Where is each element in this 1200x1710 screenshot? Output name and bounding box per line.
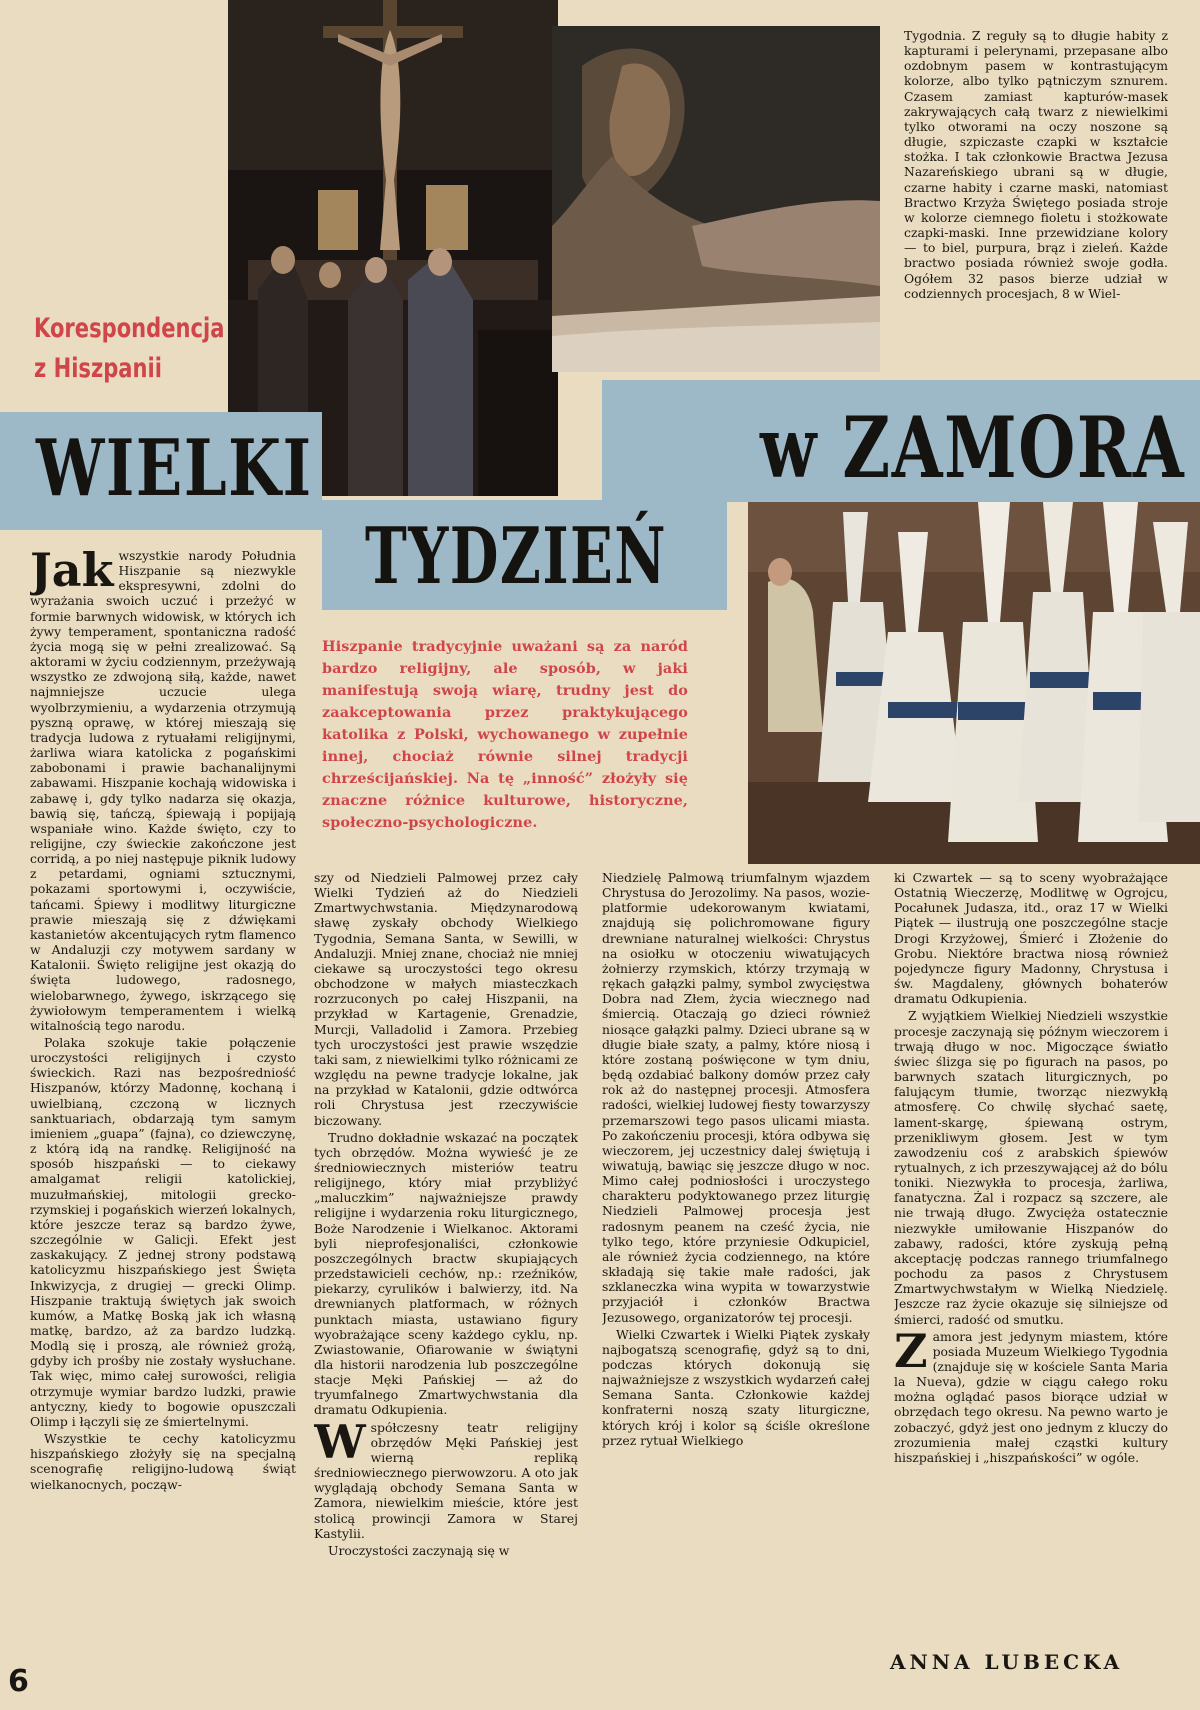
column-3-paragraph-1: Niedzielę Palmową triumfalnym wjazdem Chrystusa do Jerozolimy. Na pasos, wozie-platformie udekorowanym kwiatami, znajdują się polichromowane figury drewniane naturalnej wielkości: Chrystus na osiołku w otoczeniu wiwatujących żołnierzy rzymskich, którzy trzymają w rękach gałązki palmy, symbol zwycięstwa Dobra nad Złem, życia wiecznego nad śmiercią. Otaczają go dzieci również niosące gałązki palmy. Dzieci ubrane są w długie białe szaty, a palmy, które niosą i które zostaną poświęcone w tym dniu, będą ozdabiać balkony domów przez cały rok aż do następnej procesji. Atmosfera radości, wielkiej ludowej fiesty towarzyszy przemarszowi tego pasos ulicami miasta. Po zakończeniu procesji, która odbywa się wieczorem, jej uczestnicy dalej świętują i wiwatują, bawiąc się jeszcze długo w noc. Mimo całej podniosłości i uroczystego charakteru podyktowanego przez liturgię Niedzieli Palmowej procesja jest radosnym peanem na cześć życia, nie tylko tego, które przyniesie Odkupiciel, ale również życia codziennego, na które składają się takie małe radości, jak szklaneczka wina wypita w towarzystwie przyjaciół i członków Bractwa Jezusowego, organizatorów tej procesji. bbox=[602, 870, 870, 1325]
column-top-right-text: Tygodnia. Z reguły są to długie habity z kapturami i pelerynami, przepasane albo ozdobnym pasem w kontrastującym kolorze, albo tylko pątniczym sznurem. Czasem zamiast kapturów-masek zakrywających całą twarz z niewielkimi tylko otworami na oczy noszone są długie, szpiczaste czapki w kształcie stożka. I tak członkowie Bractwa Jezusa Nazareńskiego ubrani są w długie, czarne habity i czarne maski, natomiast Bractwo Krzyża Świętego posiada stroje w kolorze ciemnego fioletu i stożkowate czapki-maski. Inne przewidziane kolory — to biel, purpura, brąz i zieleń. Każde bractwo posiada również swoje godła. Ogółem 32 pasos bierze udział w codziennych procesjach, 8 w Wiel- bbox=[904, 28, 1168, 301]
lead-paragraph: Hiszpanie tradycyjnie uważani są za naród bardzo religijny, ale sposób, w jaki manifestują swoją wiarę, trudny jest do zaakceptowania przez praktykującego katolika z Polski, wychowanego w zupełnie innej, chociaż równie silnej tradycji chrześcijańskiej. Na tę „inność” złożyły się znaczne różnice kulturowe, historyczne, społeczno-psychologiczne. bbox=[322, 638, 688, 831]
column-4 bbox=[894, 870, 1168, 1630]
column-3 bbox=[602, 870, 870, 1670]
column-4-paragraph-1: ki Czwartek — są to sceny wyobrażające Ostatnią Wieczerzę, Modlitwę w Ogrojcu, Pocałunek Judasza, itd., oraz 17 w Wielki Piątek — ilustrują one poszczególne stacje Drogi Krzyżowej, Śmierć i Złożenie do Grobu. Niektóre bractwa niosą również pojedyncze figury Madonny, Chrystusa i św. Magdaleny, głównych bohaterów dramatu Odkupienia. bbox=[894, 870, 1168, 1007]
column-2-paragraph-3-text: spółczesny teatr religijny obrzędów Męki Pańskiej jest wierną repliką średniowiecznego pierwowzoru. A oto jak wyglądają obchody Semana Santa w Zamora, niewielkim mieście, które jest stolicą prowincji Zamora w Starej Kastylii. bbox=[314, 1419, 578, 1541]
kicker-line2: z Hiszpanii bbox=[34, 353, 162, 384]
title-word1: WIELKI bbox=[36, 423, 313, 514]
column-4-paragraph-2: Z wyjątkiem Wielkiej Niedzieli wszystkie procesje zaczynają się późnym wieczorem i trwają długo w noc. Migoczące światło świec ślizga się po figurach na pasos, po barwnych szatach liturgicznych, po falującym tłumie, tworząc niezwykłą atmosferę. Co chwilę słychać saetę, lament-skargę, śpiewaną ostrym, przenikliwym głosem. Jest w tym zawodzeniu coś z arabskich śpiewów rytualnych, z ich przeszywającej aż do bólu tonikі. Niezwykła to procesja, żarliwa, fanatyczna. Żal i rozpacz są szczere, ale nie trwają długo. Zwycięża ostatecznie niezwykłe umiłowanie Hiszpanów do zabawy, radości, które zyskują pełną akceptację podczas rannego triumfalnego pochodu za pasos z Chrystusem Zmartwychwstałym w Wielką Niedzielę. Jeszcze raz życie okazuje się silniejsze od śmierci, radość od smutku. bbox=[894, 1008, 1168, 1327]
column-4-paragraph-3-text: amora jest jedynym miastem, które posiada Muzeum Wielkiego Tygodnia (znajduje się w kościele Santa Maria la Nueva), gdzie w ciągu całego roku można oglądać pasos biorące udział w obrzędach tego okresu. Na pewno warto je zobaczyć, gdyż jest ono jednym z kluczy do zrozumienia małej cząstki kultury hiszpańskiej i „hiszpańskości” w ogóle. bbox=[894, 1328, 1168, 1465]
column-3-paragraph-2: Wielki Czwartek i Wielki Piątek zyskały najbogatszą scenografię, gdyż są to dni, podczas których dokonują się najważniejsze z wszystkich wydarzeń całej Semana Santa. Członkowie każdej konfraterni noszą szaty liturgiczne, których krój i kolor są ściśle określone przez rytuał Wielkiego bbox=[602, 1326, 870, 1448]
column-4-paragraph-3 bbox=[894, 1323, 1168, 1465]
page-number: 6 bbox=[8, 1664, 29, 1699]
column-top-right bbox=[904, 28, 1168, 368]
column-2-paragraph-1: szy od Niedzieli Palmowej przez cały Wielki Tydzień aż do Niedzieli Zmartwychwstania. Międzynarodową sławę zyskały obchody Wielkiego Tygodnia, Semana Santa, w Sewilli, w Andaluzji. Mniej znane, chociaż nie mniej ciekawe są uroczystości tego okresu obchodzone w małych miasteczkach rozrzuconych po całej Hiszpanii, na przykład w Kartagenie, Grenadzie, Murcji, Valladolid i Zamora. Przebieg tych uroczystości jest prawie wszędzie taki sam, z niewielkimi tylko różnicami ze względu na pewne tradycje lokalne, jak na przykład w Katalonii, gdzie odtwórca roli Chrystusa jest rzeczywiście biczowany. bbox=[314, 870, 578, 1128]
christ-statue-photo bbox=[552, 26, 880, 372]
dropcap-z: Z bbox=[894, 1323, 928, 1378]
title-word2: TYDZIEŃ bbox=[365, 511, 668, 602]
column-2 bbox=[314, 870, 578, 1670]
dropcap-w: W bbox=[314, 1414, 366, 1469]
column-1-paragraph-1 bbox=[30, 548, 296, 1033]
column-2-paragraph-4: Uroczystości zaczynają się w bbox=[328, 1542, 510, 1558]
kicker-line1: Korespondencja bbox=[34, 313, 225, 344]
column-1-paragraph-3: Wszystkie te cechy katolicyzmu hiszpańskiego złożyły się na specjalną scenografię religijno-ludową świąt wielkanocnych, począw- bbox=[30, 1431, 296, 1492]
title-word3: w ZAMORA bbox=[760, 398, 1186, 497]
column-1 bbox=[30, 548, 296, 1666]
column-2-paragraph-3 bbox=[314, 1414, 578, 1541]
column-1-paragraph-2: Polaka szokuje takie połączenie uroczystości religijnych i czysto świeckich. Razi nas bezpośredniość Hiszpanów, którzy Madonnę, kochaną i uwielbianą, czczoną w licznych sanktuariach, obdarzają tym samym imieniem „guapa” (fajna), co dziewczynę, z którą idą na randkę. Religijność na sposób hiszpański — to ciekawy amalgamat religii katolickiej, muzułmańskiej, mitologii grecko-rzymskiej i pogańskich wierzeń lokalnych, które jeszcze teraz są bardzo żywe, szczególnie w Galicji. Efekt jest zaskakujący. Z jednej strony podstawą katolicyzmu hiszpańskiego jest Święta Inkwizycja, z drugiej — grecki Olimp. Hiszpanie traktują świętych jak swoich kumów, a Matkę Boską jak ich własną matkę, bardzo, aż za bardzo ludzką. Modlą się i proszą, ale również grożą, gdyby ich prośby nie zostały wysłuchane. Tak więc, mimo całej surowości, religia otrzymuje wymiar bardzo ludzki, prawie antyczny, kiedy to bogowie opuszczali Olimp i łączyli się ze śmiertelnymi. bbox=[30, 1035, 296, 1429]
hooded-penitents-photo bbox=[748, 502, 1200, 864]
column-2-paragraph-2: Trudno dokładnie wskazać na początek tych obrzędów. Można wywieść je ze średniowiecznych misteriów teatru religijnego, który miał przybliżyć „maluczkim” najważniejsze prawdy religijne i wydarzenia roku liturgicznego, Boże Narodzenie i Wielkanoc. Aktorami byli nieprofesjonaliści, członkowie poszczególnych bractw skupiających przedstawicieli cechów, np.: rzeźników, piekarzy, cyrulików i balwierzy, itd. Na drewnianych platformach, w różnych punktach miasta, ustawiano figury wyobrażające sceny każdego cyklu, np. Zwiastowanie, Ofiarowanie w świątyni dla historii narodzenia lub poszczególne stacje Męki Pańskiej — aż do tryumfalnego Zmartwychwstania dla dramatu Odkupienia. bbox=[314, 1129, 578, 1418]
column-1-paragraph-1-text: wszystkie narody Południa Hiszpanie są niezwykle ekspresywni, zdolni do wyrażania swoich uczuć i przeżyć w formie barwnych widowisk, w których ich żywy temperament, spontaniczna radość życia mogą się w pełni zrealizować. Są aktorami w życiu codziennym, przeżywają wszystko ze zdwojoną siłą, każde, nawet najmniejsze uczucie ulega wyolbrzymieniu, a wydarzenia otrzymują pyszną oprawę, w której mieszają się tradycja ludowa z rytuałami religijnymi, żarliwa wiara katolicka z pogańskimi zabobonami i prawie bachanalijnymi zabawami. Hiszpanie kochają widowiska i zabawę i, gdy tylko nadarza się okazja, bawią się, tańczą, śpiewają i popijają wspaniałe wino. Każde święto, czy to religijne, czy świeckie zakończone jest corridą, a po niej następuje piknik ludowy z petardami, ogniami sztucznymi, pokazami sportowymi i, oczywiście, tańcami. Śpiewy i modlitwy liturgiczne prawie mieszają się z dźwiękami kastanietów akcentujących rytm flamenco w Andaluzji czy motywem sardany w Katalonii. Święto religijne jest okazją do święta ludowego, radosnego, wielobarwnego, żywego, iskrzącego się żywiołowym temperamentem i wielką witalnością tego narodu. bbox=[30, 548, 296, 1033]
author-signature: ANNA LUBECKA bbox=[890, 1650, 1124, 1674]
dropcap-jak: Jak bbox=[30, 548, 114, 597]
